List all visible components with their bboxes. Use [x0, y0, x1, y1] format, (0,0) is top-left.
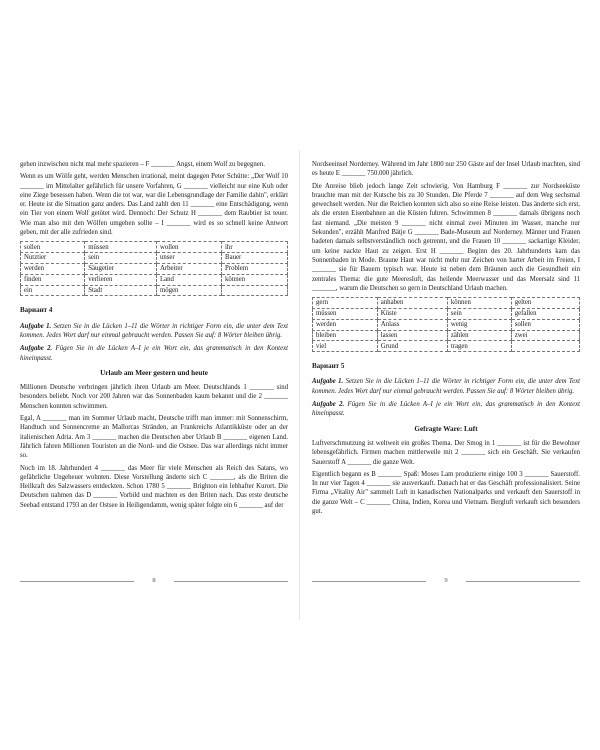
page-number-right: 9	[444, 577, 448, 584]
word-bank-cell: gefallen	[511, 308, 579, 319]
task-2-instruction-right: Aufgabe 2. Fügen Sie in die Lücken A–I je ein Wort ein, das grammatisch in den Kontext hineinpasst.	[312, 401, 580, 418]
word-bank-cell	[222, 285, 288, 296]
variant-heading-4: Вариант 4	[20, 306, 53, 315]
task-2-instruction-left: Aufgabe 2. Fügen Sie in die Lücken A–I je ein Wort ein, das grammatisch in den Kontext hineinpasst.	[20, 345, 288, 362]
word-bank-cell: viel	[313, 341, 378, 352]
word-bank-row	[313, 319, 580, 330]
right-paragraph-3: Luftverschmutzung ist weltweit ein großes Thema. Der Smog in 1 _______ ist für die Bewohner lebensgefährlich. Firmen machen mittlerweile mit 2 _______ sich ein Geschäft. Sie verkaufen Sauerstoff A _______ die ganze Welt.	[312, 439, 580, 466]
word-bank-cell: müssen	[313, 308, 378, 319]
word-bank-cell: müssen	[85, 242, 157, 253]
word-bank-cell: mögen	[156, 285, 221, 296]
word-bank-cell: sein	[447, 308, 511, 319]
word-bank-row	[21, 263, 288, 274]
word-bank-cell: verlieren	[85, 274, 157, 285]
word-bank-cell	[511, 341, 579, 352]
footer-rule	[174, 581, 288, 582]
right-page	[312, 160, 580, 519]
left-paragraph-1: gehen inzwischen nicht mal mehr spazieren – F _______ Angst, einem Wolf zu begegnen.	[20, 161, 265, 168]
word-bank-row	[313, 298, 580, 309]
word-bank-cell: Anlass	[377, 319, 447, 330]
left-paragraph-5: Noch im 18. Jahrhundert 4 _______ das Meer für viele Menschen als Reich des Satans, wo gefährliche Ungeheuer wohnten. Diese Vorstellung änderte sich C _______, als die Briten die Heilkraft des Salzwassers entdeckten. Schon 1780 5 _______ Brighton ein lebhafter Kurort. Die Deutschen nahmen das D _______ Vorbild und machten es den Briten nach. Das erste deutsche Seebad entstand 1793 an der Ostsee in Heiligendamm, wenig später folgte ein 6 _______ auf der	[20, 464, 288, 509]
right-paragraph-4: Eigentlich begann es B _______ Spaß: Moses Lam produzierte einige 100 3 _______ Sauerstoff. In nur vier Tagen 4 _______ sie ausverkauft. Danach hat er das Geschäft professionalisiert. Seine Firma „Vitality Air" sammelt Luft in kanadischen Nationalparks und verkauft den Sauerstoff in die ganze Welt – C _______ China, Indien, Korea und Vietnam. Bergluft verkauft sich besonders gut.	[312, 470, 580, 515]
word-bank-cell: lassen	[377, 330, 447, 341]
word-bank-cell: sein	[85, 253, 157, 264]
word-bank-cell: gern	[313, 298, 378, 309]
word-bank-cell: Küste	[377, 308, 447, 319]
word-bank-table-left	[20, 241, 288, 296]
word-bank-cell: wollen	[156, 242, 221, 253]
page-number-left: 8	[152, 577, 156, 584]
footer-rule	[20, 581, 134, 582]
word-bank-cell: Problem	[222, 263, 288, 274]
word-bank-cell: bleiben	[313, 330, 378, 341]
left-page	[20, 160, 288, 513]
left-paragraph-2: Wenn es um Wölfe geht, werden Menschen irrational, meint dagegen Peter Schütte: „Der Wolf 10 _______ im Mittelalter gefährlich für unsere Vorfahren, G _______ vielleicht nur eine Kuh oder eine Ziege besessen haben. Wenn die tot war, war die Lebensgrundlage der Familie dahin", erklärt er. Heute ist die Situation ganz anders. Das Land zahlt den 11 _______ eine Entschädigung, wenn ein Tier von einem Wolf getötet wird. Dennoch: Der Schutz H _______ dem Raubtier ist teuer. Wie man also mit den Wölfen umgehen sollte – I _______ wird es so schnell keine Antwort geben, mit der alle zufrieden sind.	[20, 173, 288, 237]
word-bank-cell: werden	[21, 263, 85, 274]
word-bank-cell: ein	[21, 285, 85, 296]
word-bank-table-right	[312, 297, 580, 352]
word-bank-cell: sollen	[21, 242, 85, 253]
variant-heading-5: Вариант 5	[312, 362, 345, 371]
word-bank-row	[313, 330, 580, 341]
left-paragraph-4: Egal, A _______ man im Sommer Urlaub macht, Deutsche trifft man immer: mit Sonnenschirm, Handtuch und Sonnencreme an Mallorcas Stränden, an Frankreichs Atlantikküste oder an der italienischen Adria. Am 3 _______ machen die Deutschen aber Urlaub B _______ eigenen Land. Jährlich fahren Millionen Touristen an die Nord- und die Ostsee. Das war allerdings nicht immer so.	[20, 415, 288, 460]
word-bank-cell: Grund	[377, 341, 447, 352]
footer-rule	[466, 581, 580, 582]
footer-rule	[312, 581, 426, 582]
word-bank-cell: tragen	[447, 341, 511, 352]
left-paragraph-3: Millionen Deutsche verbringen jährlich ihren Urlaub am Meer. Deutschlands 1 _______ sind besonders beliebt. Noch vor 200 Jahren war das Sonnenbaden kaum bekannt und die 2 _______ Menschen konnten schwimmen.	[20, 384, 288, 410]
word-bank-cell: sollen	[511, 319, 579, 330]
word-bank-row	[21, 253, 288, 264]
right-paragraph-1: Nordseeinsel Norderney. Während im Jahr 1800 nur 250 Gäste auf der Insel Urlaub machten, sind es heute E _______ 750.000 jährlich.	[312, 161, 580, 178]
word-bank-cell: gelten	[511, 298, 579, 309]
word-bank-cell: Arbeiter	[156, 263, 221, 274]
word-bank-row	[313, 341, 580, 352]
word-bank-cell: zählen	[447, 330, 511, 341]
word-bank-row	[21, 242, 288, 253]
word-bank-cell: Land	[156, 274, 221, 285]
word-bank-cell: Stadt	[85, 285, 157, 296]
word-bank-cell: anhaben	[377, 298, 447, 309]
word-bank-cell: Säugetier	[85, 263, 157, 274]
text-title-right: Gefragte Ware: Luft	[414, 424, 478, 433]
text-title-left: Urlaub am Meer gestern und heute	[100, 368, 208, 377]
right-paragraph-2: Die Anreise blieb jedoch lange Zeit schwierig. Von Hamburg F _______ zur Nordseeküste brauchte man mit der Kutsche bis zu 30 Stunden. Die Pferde 7 _______ auf dem Weg sechsmal gewechselt werden. Nur die Reichen konnten sich also so eine Reise leisten. Das änderte sich erst, als die ersten Eisenbahnen an die Küsten fuhren. Schwimmen 8 _______ damals übrigens noch fast niemand. „Die meisten 9 _______ nicht einmal zwei Minuten im Wasser, manche nur Sekunden", erzählt Manfred Bätje G _______ Bade-Museum auf Norderney. Männer und Frauen badeten damals selbstverständlich noch getrennt, und die Frauen 10 _______ sackartige Kleider, um keine nackte Haut zu zeigen. Erst H _______ Beginn des 20. Jahrhunderts kam das Sonnenbaden in Mode. Braune Haut war nicht mehr nur Zeichen von harter Arbeit im Freien, I _______ sie für Bauern typisch war. Heute ist neben dem Bräunen auch die Gesundheit ein zentrales Thema: die gute Meeresluft, das heilende Meerwasser und das Meersalz sind 11 _______, warum die Deutschen so gern in Deutschland Urlaub machen.	[312, 182, 580, 292]
word-bank-row	[313, 308, 580, 319]
word-bank-row	[21, 274, 288, 285]
book-spine	[299, 150, 300, 620]
word-bank-cell: Nutztier	[21, 253, 85, 264]
task-1-instruction-left: Aufgabe 1. Setzen Sie in die Lücken 1–11 die Wörter in richtiger Form ein, die unter dem Text kommen. Jedes Wort darf nur einmal gebraucht werden. Passen Sie auf: 8 Wörter bleiben übrig.	[20, 322, 288, 339]
word-bank-row	[21, 285, 288, 296]
word-bank-cell: unser	[156, 253, 221, 264]
word-bank-cell: zwei	[511, 330, 579, 341]
word-bank-cell: können	[447, 298, 511, 309]
task-1-instruction-right: Aufgabe 1. Setzen Sie in die Lücken 1–11 die Wörter in richtiger Form ein, die unter dem Text kommen. Jedes Wort darf nur einmal gebraucht werden. Passen Sie auf: 8 Wörter bleiben übrig.	[312, 378, 580, 395]
word-bank-cell: Bauer	[222, 253, 288, 264]
word-bank-cell: wenig	[447, 319, 511, 330]
word-bank-cell: ihr	[222, 242, 288, 253]
word-bank-cell: finden	[21, 274, 85, 285]
word-bank-cell: können	[222, 274, 288, 285]
word-bank-cell: werden	[313, 319, 378, 330]
